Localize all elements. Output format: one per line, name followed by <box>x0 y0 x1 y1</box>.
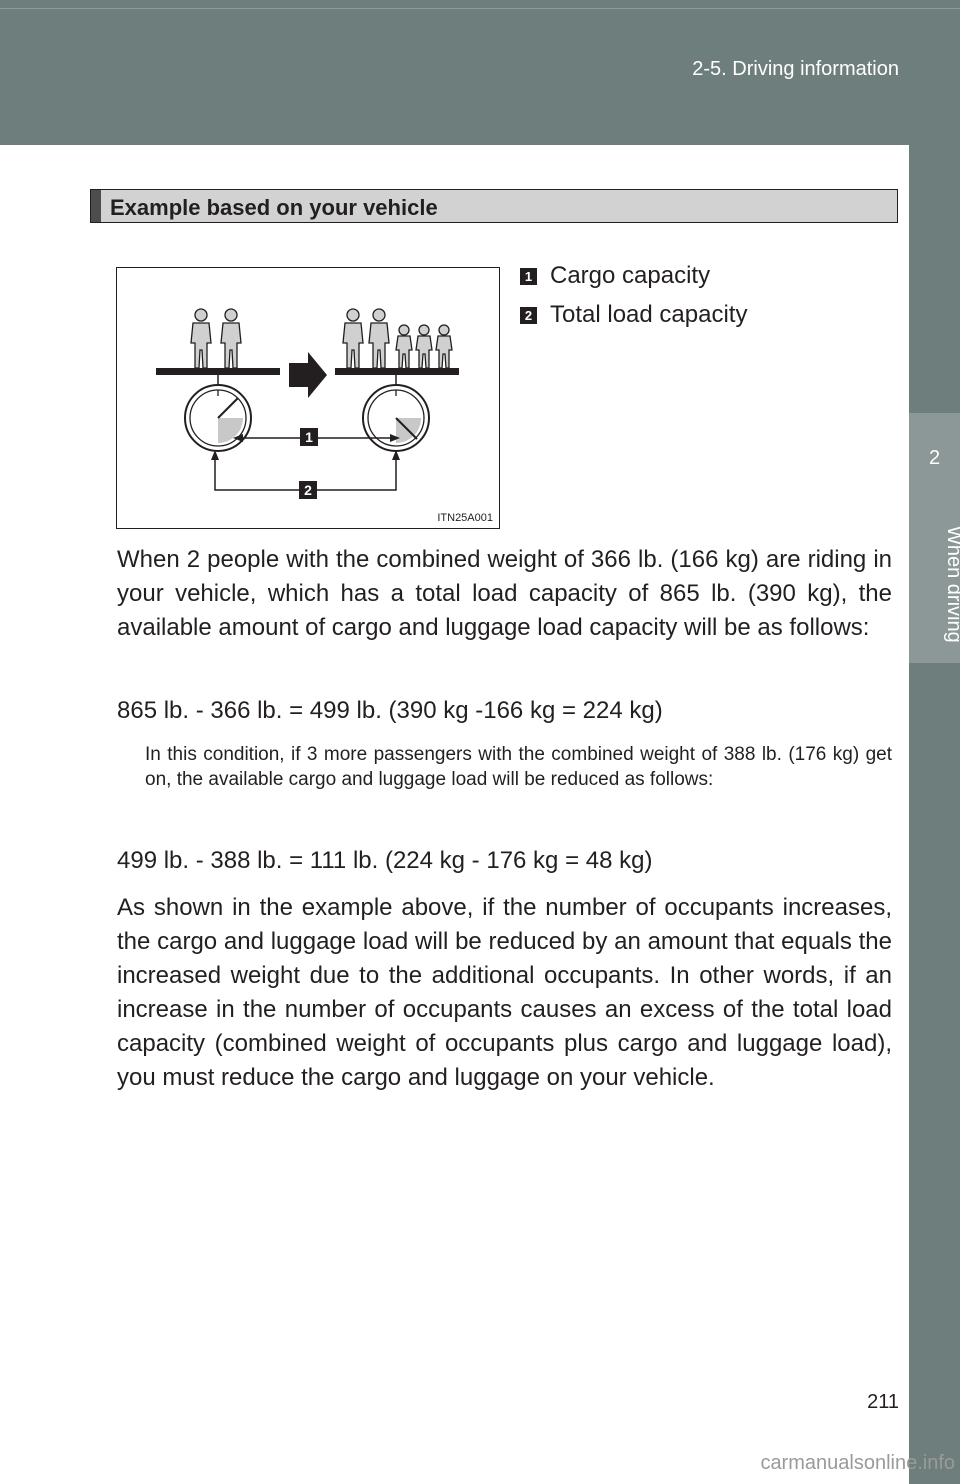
section-heading-box <box>90 189 898 223</box>
legend-number-icon: 1 <box>520 268 537 285</box>
section-reference: 2-5. Driving information <box>692 58 899 80</box>
legend-number-icon: 2 <box>520 307 537 324</box>
legend-label: Cargo capacity <box>550 262 711 289</box>
left-occupants-icon <box>191 309 241 368</box>
page-header <box>0 0 960 145</box>
paragraph-example: When 2 people with the combined weight of 366 lb. (166 kg) are riding in your vehicle, which has a total load capacity of 865 lb. (390 kg), the available amount of cargo and luggage load capacity will be as follows: <box>117 546 892 641</box>
marker-1-label: 1 <box>305 429 313 445</box>
arrow-icon <box>289 352 327 398</box>
calculation-1: 865 lb. - 366 lb. = 499 lb. (390 kg -166 kg = 224 kg) <box>117 697 663 724</box>
figure-code: ITN25A001 <box>437 512 493 524</box>
note-paragraph: In this condition, if 3 more passengers with the combined weight of 388 lb. (176 kg) get on, the available cargo and luggage load will be reduced as follows: <box>145 744 892 790</box>
legend-label: Total load capacity <box>550 301 748 328</box>
load-capacity-illustration <box>116 267 500 529</box>
right-occupants-icon <box>343 309 452 368</box>
heading-accent-bar <box>91 190 101 222</box>
chapter-label: When driving <box>943 526 965 643</box>
page-number: 211 <box>867 1391 899 1413</box>
right-scale-platform <box>335 368 459 375</box>
left-scale-platform <box>156 368 280 375</box>
illustration-svg <box>117 268 499 528</box>
section-heading: Example based on your vehicle <box>110 195 438 220</box>
marker-2-label: 2 <box>304 482 312 498</box>
header-divider <box>0 8 960 9</box>
calculation-2: 499 lb. - 388 lb. = 111 lb. (224 kg - 176 kg = 48 kg) <box>117 847 653 874</box>
chapter-number: 2 <box>928 447 941 469</box>
paragraph-explanation: As shown in the example above, if the number of occupants increases, the cargo and luggage load will be reduced by an amount that equals the increased weight due to the additional occupants. In other words, if an increase in the number of occupants causes an excess of the total load capacity (combined weight of occupants plus cargo and luggage load), you must reduce the cargo and luggage on your vehicle. <box>117 894 892 1091</box>
chapter-side-tab <box>909 145 965 1484</box>
right-scale-gauge-icon <box>363 385 429 451</box>
watermark: carmanualsonline.info <box>760 1452 955 1474</box>
